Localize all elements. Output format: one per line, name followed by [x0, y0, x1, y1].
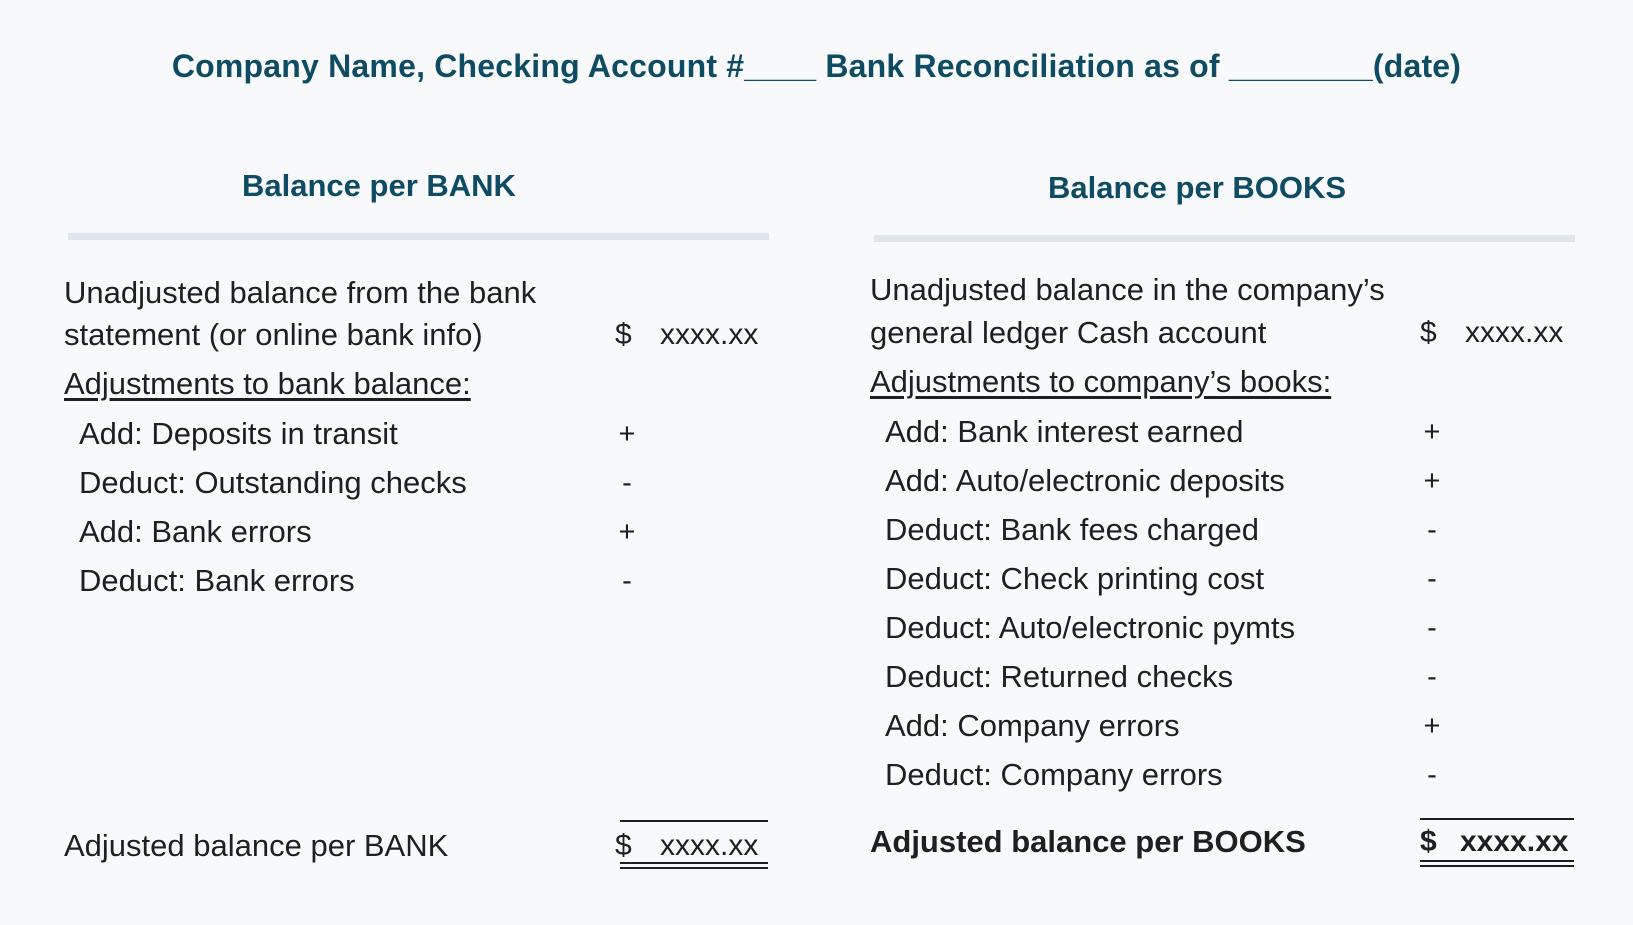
bank-heading-divider	[68, 233, 769, 240]
books-item-sign: -	[1427, 759, 1437, 791]
books-item-sign: +	[1423, 416, 1441, 448]
bank-unadjusted-label-line2: statement (or online bank info)	[64, 317, 483, 352]
books-item-label: Deduct: Returned checks	[885, 659, 1234, 694]
bank-unadjusted-amount: xxxx.xx	[660, 318, 759, 351]
bank-adjusted-amount: xxxx.xx	[660, 829, 759, 862]
books-item-label: Deduct: Auto/electronic pymts	[885, 610, 1296, 645]
bank-unadjusted-dollar: $	[615, 318, 632, 351]
books-adjustments-heading: Adjustments to company’s books:	[870, 364, 1332, 399]
books-item-sign: -	[1427, 612, 1437, 644]
bank-adjusted-label: Adjusted balance per BANK	[64, 828, 449, 863]
books-item-label: Add: Bank interest earned	[885, 414, 1244, 449]
bank-item-sign: -	[622, 565, 632, 597]
books-adjusted-label: Adjusted balance per BOOKS	[870, 824, 1306, 859]
books-item-sign: -	[1427, 514, 1437, 546]
books-adjusted-amount: xxxx.xx	[1460, 825, 1569, 858]
books-unadjusted-label-line2: general ledger Cash account	[870, 315, 1267, 350]
bank-adjustments-heading: Adjustments to bank balance:	[64, 366, 471, 401]
books-item-label: Deduct: Company errors	[885, 757, 1223, 792]
books-total-double-rule-1	[1420, 860, 1574, 862]
books-item-label: Add: Auto/electronic deposits	[885, 463, 1285, 498]
books-item-sign: -	[1427, 661, 1437, 693]
bank-total-double-rule-1	[620, 862, 768, 864]
books-heading-divider	[874, 235, 1575, 242]
bank-item-label: Add: Bank errors	[79, 514, 312, 549]
page-title: Company Name, Checking Account #____ Bank Reconciliation as of ________(date)	[171, 48, 1462, 84]
bank-item-label: Deduct: Bank errors	[79, 563, 355, 598]
books-unadjusted-label-line1: Unadjusted balance in the company’s	[870, 272, 1385, 307]
bank-adjusted-dollar: $	[615, 829, 632, 862]
bank-unadjusted-label-line1: Unadjusted balance from the bank	[64, 275, 537, 310]
books-column	[870, 0, 1575, 925]
bank-item-sign: +	[618, 516, 636, 548]
bank-item-sign: -	[622, 467, 632, 499]
bank-column	[64, 0, 774, 925]
bank-item-label: Add: Deposits in transit	[79, 416, 398, 451]
books-item-sign: +	[1423, 465, 1441, 497]
books-item-sign: +	[1423, 710, 1441, 742]
books-unadjusted-amount: xxxx.xx	[1465, 316, 1564, 349]
books-unadjusted-dollar: $	[1420, 316, 1437, 349]
bank-heading: Balance per BANK	[242, 168, 516, 203]
books-item-sign: -	[1427, 563, 1437, 595]
bank-total-top-rule	[620, 820, 768, 822]
bank-item-sign: +	[618, 418, 636, 450]
books-total-double-rule-2	[1420, 865, 1574, 867]
books-heading: Balance per BOOKS	[1048, 170, 1347, 205]
bank-total-double-rule-2	[620, 867, 768, 869]
books-item-label: Deduct: Check printing cost	[885, 561, 1265, 596]
bank-item-label: Deduct: Outstanding checks	[79, 465, 467, 500]
books-adjusted-dollar: $	[1420, 825, 1437, 858]
books-item-label: Deduct: Bank fees charged	[885, 512, 1259, 547]
books-item-label: Add: Company errors	[885, 708, 1180, 743]
